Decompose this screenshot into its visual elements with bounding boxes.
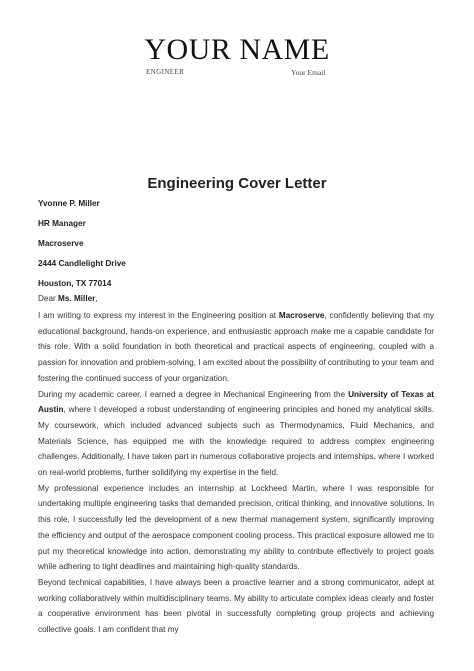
recipient-name: Yvonne P. Miller: [38, 199, 100, 208]
recipient-company: Macroserve: [38, 239, 84, 248]
recipient-position: HR Manager: [38, 219, 86, 228]
letter-body: [38, 308, 434, 638]
paragraph-2-text-cont: , where I developed a robust understanding of engineering principles and honed my analytical skills. My coursework, which included advanced subjects such as Thermodynamics, Fluid Mechanics, and Materials Science, has equipped me with the knowledge required to address complex engineering challenges. Additionally, I have taken part in numerous collaborative projects and internships, where I worked on real-world problems, further solidifying my expertise in the field.: [38, 405, 434, 478]
university-highlight: University of Texas at Austin: [38, 389, 435, 415]
letter-title: Engineering Cover Letter: [147, 175, 327, 192]
salutation-name: Ms. Miller: [58, 294, 96, 303]
author-role: ENGINEER: [146, 68, 185, 76]
paragraph-3: My professional experience includes an internship at Lockheed Martin, where I was responsible for undertaking multiple engineering tasks that demanded precision, critical thinking, and innovative solutions. In this role, I successfully led the development of a new thermal management system, significantly improving the efficiency and output of the aerospace component cooling process. This practical exposure allowed me to put my theoretical knowledge into action, demonstrating my ability to contribute effectively to project goals while adhering to tight deadlines and maintaining high-quality standards.: [38, 483, 434, 572]
paragraph-2-text: During my academic career, I earned a degree in Mechanical Engineering from the: [38, 389, 349, 399]
paragraph-1-text: I am writing to express my interest in the Engineering position at: [38, 311, 279, 320]
author-name: YOUR NAME: [144, 33, 330, 66]
recipient-city: Houston, TX 77014: [38, 279, 112, 288]
salutation-suffix: ,: [95, 294, 98, 303]
salutation: [38, 294, 98, 303]
paragraph-1-text-cont: , confidently believing that my educational background, hands-on experience, and enthusiastic approach make me a capable candidate for this role. With a solid foundation in both theoretical and practical aspects of engineering, coupled with a passion for innovation and problem-solving, I am excited about the possibility of contributing to your team and fostering the continued success of your organization.: [38, 311, 435, 383]
salutation-prefix: Dear: [38, 294, 59, 303]
paragraph-4: Beyond technical capabilities, I have always been a proactive learner and a strong communicator, adept at working collaboratively within multidisciplinary teams. My ability to articulate complex ideas clearly and foster a cooperative environment has been pivotal in successfully completing group projects and achieving collective goals. I am confident that my: [38, 577, 434, 635]
company-highlight: Macroserve: [278, 311, 325, 320]
recipient-street: 2444 Candlelight Drive: [38, 259, 126, 268]
paragraph-2: [38, 387, 434, 481]
paragraph-1: [38, 308, 434, 387]
author-email: Your Email: [291, 68, 326, 77]
